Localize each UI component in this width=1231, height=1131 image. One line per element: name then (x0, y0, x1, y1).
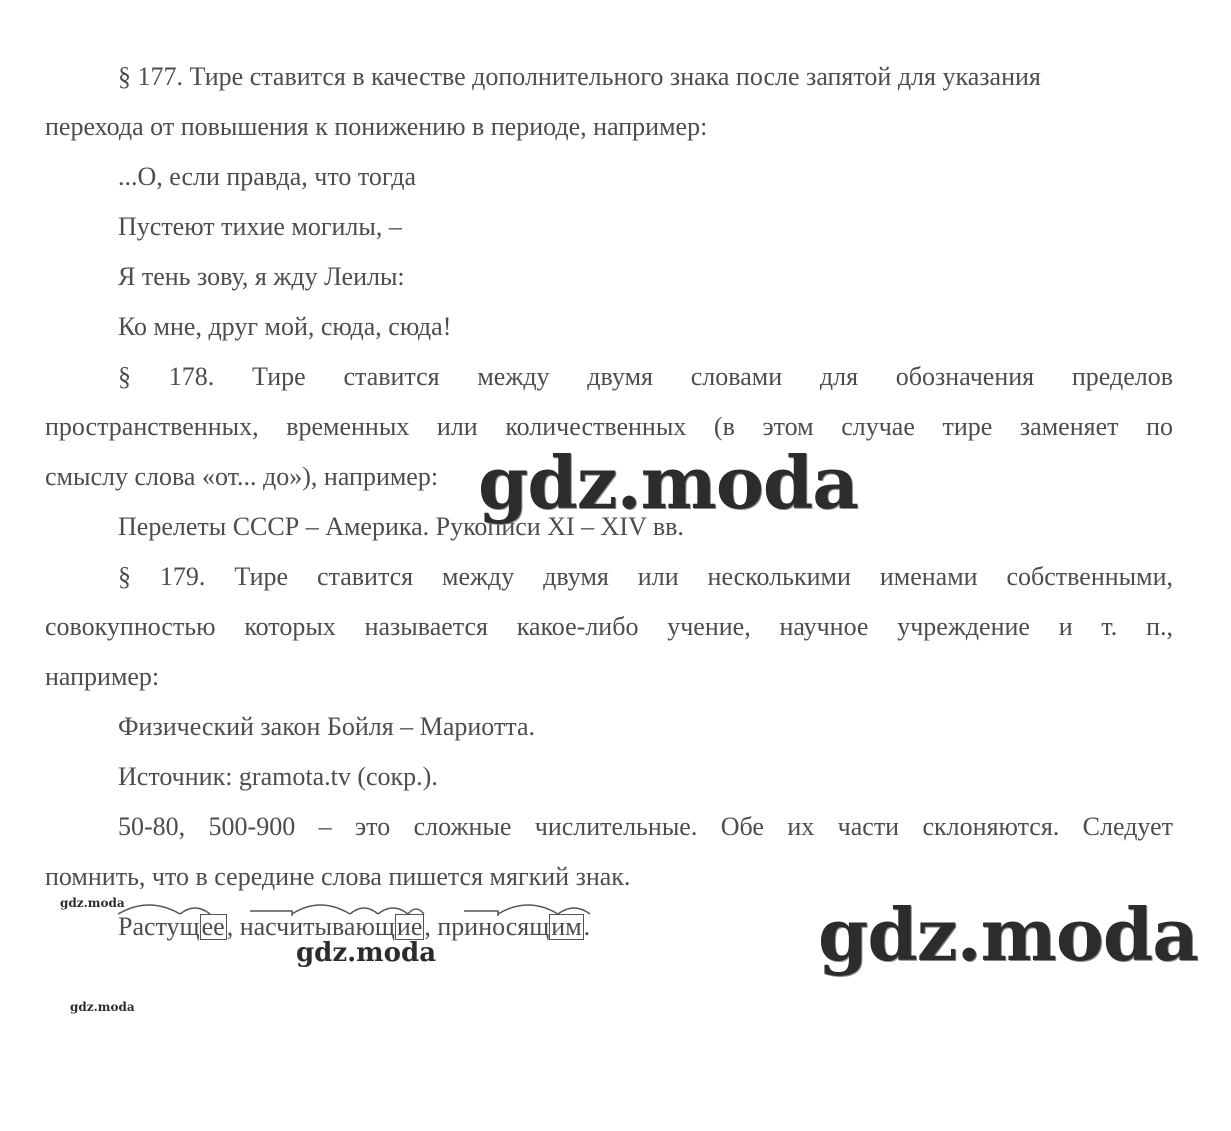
separator-2: , (424, 912, 438, 941)
word-1-ending-box: ее (201, 912, 225, 941)
poem-line-3: Я тень зову, я жду Леилы: (118, 262, 405, 291)
poem-line-4: Ко мне, друг мой, сюда, сюда! (118, 312, 452, 341)
word-3-ending-box: им (551, 912, 582, 941)
poem-line-2: Пустеют тихие могилы, – (118, 212, 402, 241)
word-2-ending-box: ие (396, 912, 423, 941)
poem-line-1: ...О, если правда, что тогда (118, 162, 416, 191)
paragraph-178-line-1: § 178. Тире ставится между двумя словами для обозначения пределов (118, 362, 1173, 391)
paragraph-177-line-1: § 177. Тире ставится в качестве дополнительного знака после запятой для указания (118, 62, 1041, 91)
word-1-stem: Растущ (118, 912, 200, 941)
paragraph-178-line-2: пространственных, временных или количественных (в этом случае тире заменяет по (45, 412, 1173, 441)
watermark-logo: gdz.moda (818, 892, 1198, 977)
paragraph-179-line-2: совокупностью которых называется какое-либо учение, научное учреждение и т. п., (45, 612, 1173, 641)
numerals-line-2: помнить, что в середине слова пишется мягкий знак. (45, 862, 631, 891)
law-example: Физический закон Бойля – Мариотта. (118, 712, 536, 741)
line-end-period: . (583, 912, 591, 941)
word-3-stem: приносящ (437, 912, 550, 941)
paragraph-177-line-2: перехода от повышения к понижению в периоде, например: (45, 112, 708, 141)
word-2-stem: насчитывающ (239, 912, 395, 941)
paragraph-179-line-3: например: (45, 662, 160, 691)
watermark-logo: gdz.moda (60, 896, 125, 910)
example-line: Перелеты СССР – Америка. Рукописи XI – XIV вв. (118, 512, 684, 541)
watermark-logo: gdz.moda (70, 1000, 135, 1014)
separator-1: , (226, 912, 240, 941)
paragraph-178-line-3: смыслу слова «от... до»), например: (45, 462, 439, 491)
watermark-logo: gdz.moda (296, 938, 437, 968)
watermark-logo: gdz.moda (478, 440, 858, 525)
source-line: Источник: gramota.tv (сокр.). (118, 762, 438, 791)
numerals-line-1: 50-80, 500-900 – это сложные числительные. Обе их части склоняются. Следует (118, 812, 1173, 841)
paragraph-179-line-1: § 179. Тире ставится между двумя или несколькими именами собственными, (118, 562, 1173, 591)
